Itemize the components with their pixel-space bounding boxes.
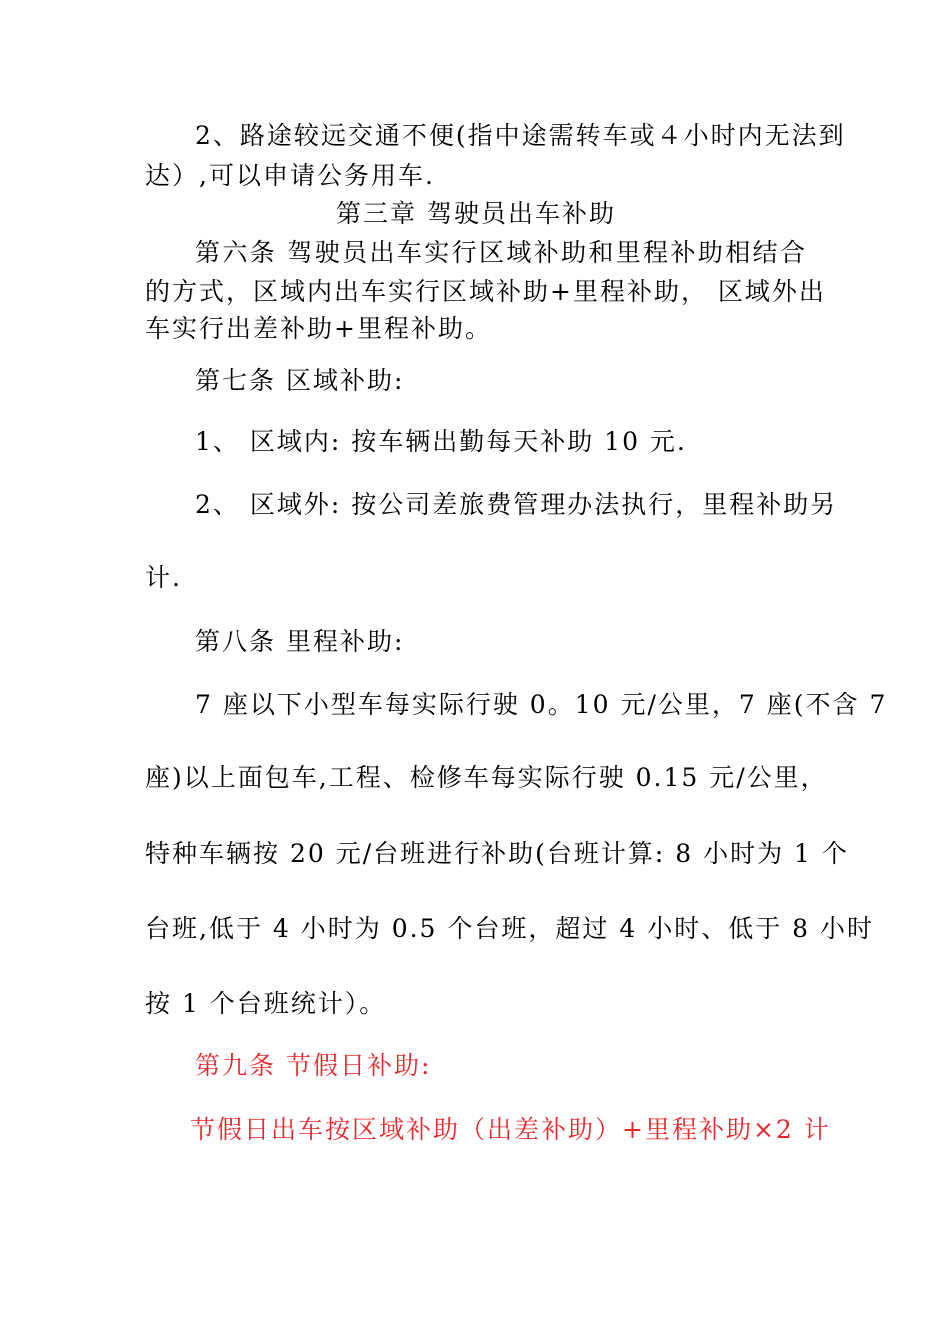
article-7-heading: 第七条 区域补助: [195,366,405,395]
article-6-line: 的方式，区域内出车实行区域补助+里程补助， 区域外出 [145,277,826,306]
paragraph-line: 2、路途较远交通不便(指中途需转车或４小时内无法到 [195,121,846,150]
article-8-line: 台班,低于 4 小时为 0.5 个台班，超过 4 小时、低于 8 小时 [145,914,874,943]
article-9-heading: 第九条 节假日补助: [195,1051,432,1080]
article-8-line: 7 座以下小型车每实际行驶 0。10 元/公里，7 座(不含 7 [195,690,888,719]
list-item-line: 计. [145,563,182,592]
list-item-line: 1、 区域内: 按车辆出勤每天补助 10 元. [195,427,687,456]
article-9-line: 节假日出车按区域补助（出差补助）+里程补助×2 计 [190,1115,831,1144]
article-8-line: 按 1 个台班统计）。 [145,989,387,1018]
article-8-heading: 第八条 里程补助: [195,627,405,656]
list-item-line: 2、 区域外: 按公司差旅费管理办法执行，里程补助另 [195,490,838,519]
article-8-line: 特种车辆按 20 元/台班进行补助(台班计算: 8 小时为 1 个 [145,839,849,868]
article-6-line: 第六条 驾驶员出车实行区域补助和里程补助相结合 [195,238,807,267]
article-6-line: 车实行出差补助+里程补助。 [145,314,492,343]
article-8-line: 座)以上面包车,工程、检修车每实际行驶 0.15 元/公里， [145,763,828,792]
paragraph-line: 达）,可以申请公务用车. [145,161,435,190]
chapter-heading: 第三章 驾驶员出车补助 [336,199,616,228]
